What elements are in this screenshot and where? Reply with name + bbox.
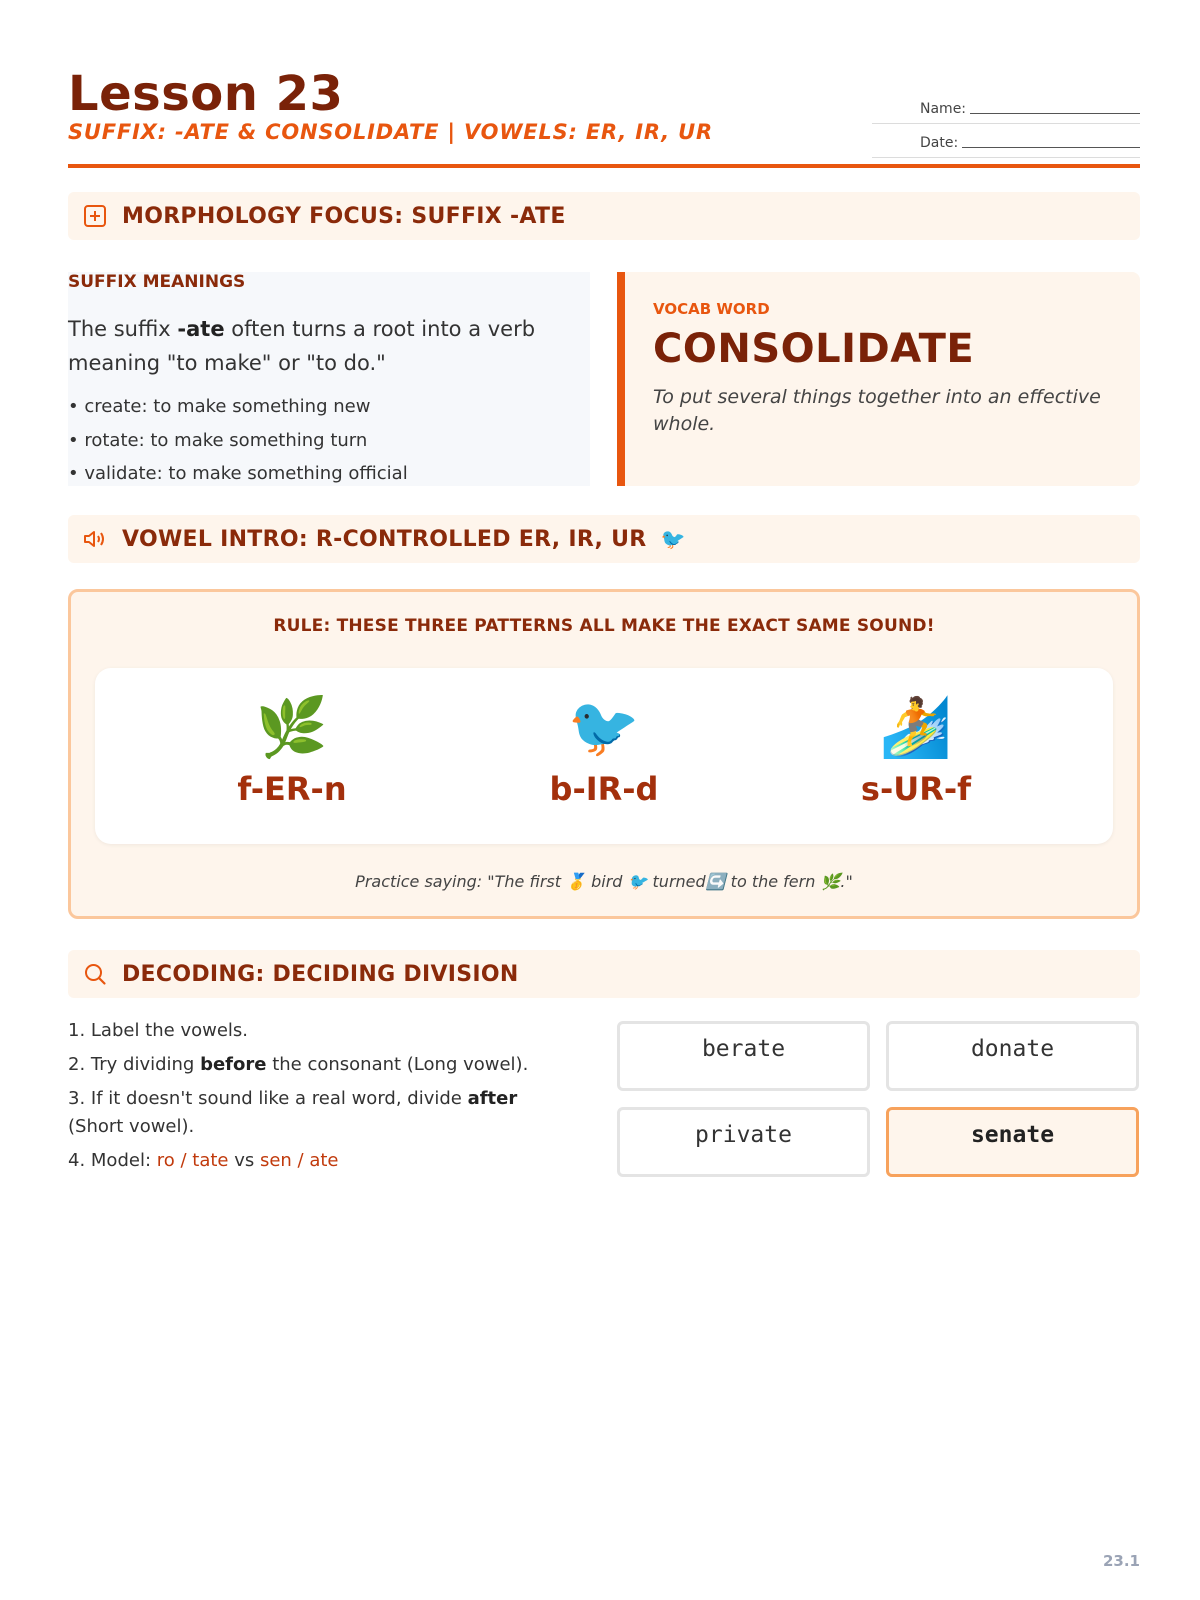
pattern-word: f-ER-n xyxy=(237,770,347,808)
step-text: 3. If it doesn't sound like a real word, divide xyxy=(68,1088,468,1109)
practice-sentence: Practice saying: "The first 🥇 bird 🐦 turned↪️ to the fern 🌿." xyxy=(355,872,853,891)
name-blank xyxy=(970,113,1140,114)
suffix-intro xyxy=(68,312,568,380)
name-field[interactable] xyxy=(872,90,1140,124)
step-item xyxy=(68,1051,568,1079)
pattern-ur xyxy=(806,692,1026,808)
step-text: (Short vowel). xyxy=(68,1116,195,1137)
example-item: • validate: to make something official xyxy=(68,457,408,491)
step-text: 2. Try dividing xyxy=(68,1054,201,1075)
vocab-word: CONSOLIDATE xyxy=(653,326,975,372)
vowel-patterns xyxy=(95,668,1113,844)
decoding-steps xyxy=(68,1017,568,1181)
example-item: • rotate: to make something turn xyxy=(68,424,408,458)
speaker-icon xyxy=(82,526,108,552)
model-label: 4. Model: xyxy=(68,1150,157,1171)
step-text: the consonant (Long vowel). xyxy=(266,1054,529,1075)
vocab-definition: To put several things together into an effective whole. xyxy=(653,386,1101,435)
lesson-subtitle: SUFFIX: -ATE & CONSOLIDATE | VOWELS: ER, IR, UR xyxy=(68,120,713,144)
fern-icon: 🌿 xyxy=(255,693,329,761)
magnifier-icon xyxy=(82,961,108,987)
vowel-rule-box xyxy=(68,589,1140,919)
decoding-title: DECODING: DECIDING DIVISION xyxy=(122,961,519,987)
word-card-private[interactable]: private xyxy=(617,1107,870,1177)
step-item xyxy=(68,1017,568,1045)
lesson-title: Lesson 23 xyxy=(68,66,344,122)
intro-text: often turns a root into a verb meaning "to make" or "to do." xyxy=(68,317,536,375)
model-example: sen / ate xyxy=(259,1150,339,1171)
surfer-icon: 🏄 xyxy=(879,693,953,761)
step-emphasis: before xyxy=(200,1054,267,1075)
step-text: 1. Label the vowels. xyxy=(68,1020,248,1041)
morphology-section-header xyxy=(68,192,1140,240)
name-label: Name: xyxy=(920,101,967,117)
suffix-examples xyxy=(68,390,408,491)
example-item: • create: to make something new xyxy=(68,390,408,424)
bird-icon: 🐦 xyxy=(660,527,686,551)
intro-text: The suffix xyxy=(68,317,178,341)
bird-icon: 🐦 xyxy=(567,693,641,761)
pattern-word: b-IR-d xyxy=(549,770,659,808)
pattern-ir xyxy=(494,692,714,808)
model-vs: vs xyxy=(228,1150,260,1171)
vowel-title: VOWEL INTRO: R-CONTROLLED ER, IR, UR xyxy=(122,526,647,552)
word-card-donate[interactable]: donate xyxy=(886,1021,1139,1091)
student-info xyxy=(872,90,1140,158)
header-divider xyxy=(68,164,1140,168)
pattern-word: s-UR-f xyxy=(860,770,972,808)
step-emphasis: after xyxy=(467,1088,518,1109)
suffix-meanings-label: SUFFIX MEANINGS xyxy=(68,272,246,292)
vowel-rule: RULE: THESE THREE PATTERNS ALL MAKE THE EXACT SAME SOUND! xyxy=(273,616,935,636)
decoding-section-header xyxy=(68,950,1140,998)
suffix-meanings-panel xyxy=(68,272,590,486)
plus-square-icon xyxy=(82,203,108,229)
lesson-header xyxy=(68,66,1140,170)
vowel-section-header xyxy=(68,515,1140,563)
word-card-senate[interactable]: senate xyxy=(886,1107,1139,1177)
vocab-card xyxy=(617,272,1140,486)
date-field[interactable] xyxy=(872,124,1140,158)
step-item xyxy=(68,1147,568,1175)
morphology-title: MORPHOLOGY FOCUS: SUFFIX -ATE xyxy=(122,203,566,229)
word-card-berate[interactable]: berate xyxy=(617,1021,870,1091)
model-example: ro / tate xyxy=(156,1150,229,1171)
intro-suffix: -ate xyxy=(177,317,225,341)
vocab-label: VOCAB WORD xyxy=(653,300,770,318)
page-number: 23.1 xyxy=(1102,1552,1140,1570)
date-label: Date: xyxy=(920,135,959,151)
pattern-er xyxy=(182,692,402,808)
step-item xyxy=(68,1085,568,1141)
date-blank xyxy=(962,147,1140,148)
